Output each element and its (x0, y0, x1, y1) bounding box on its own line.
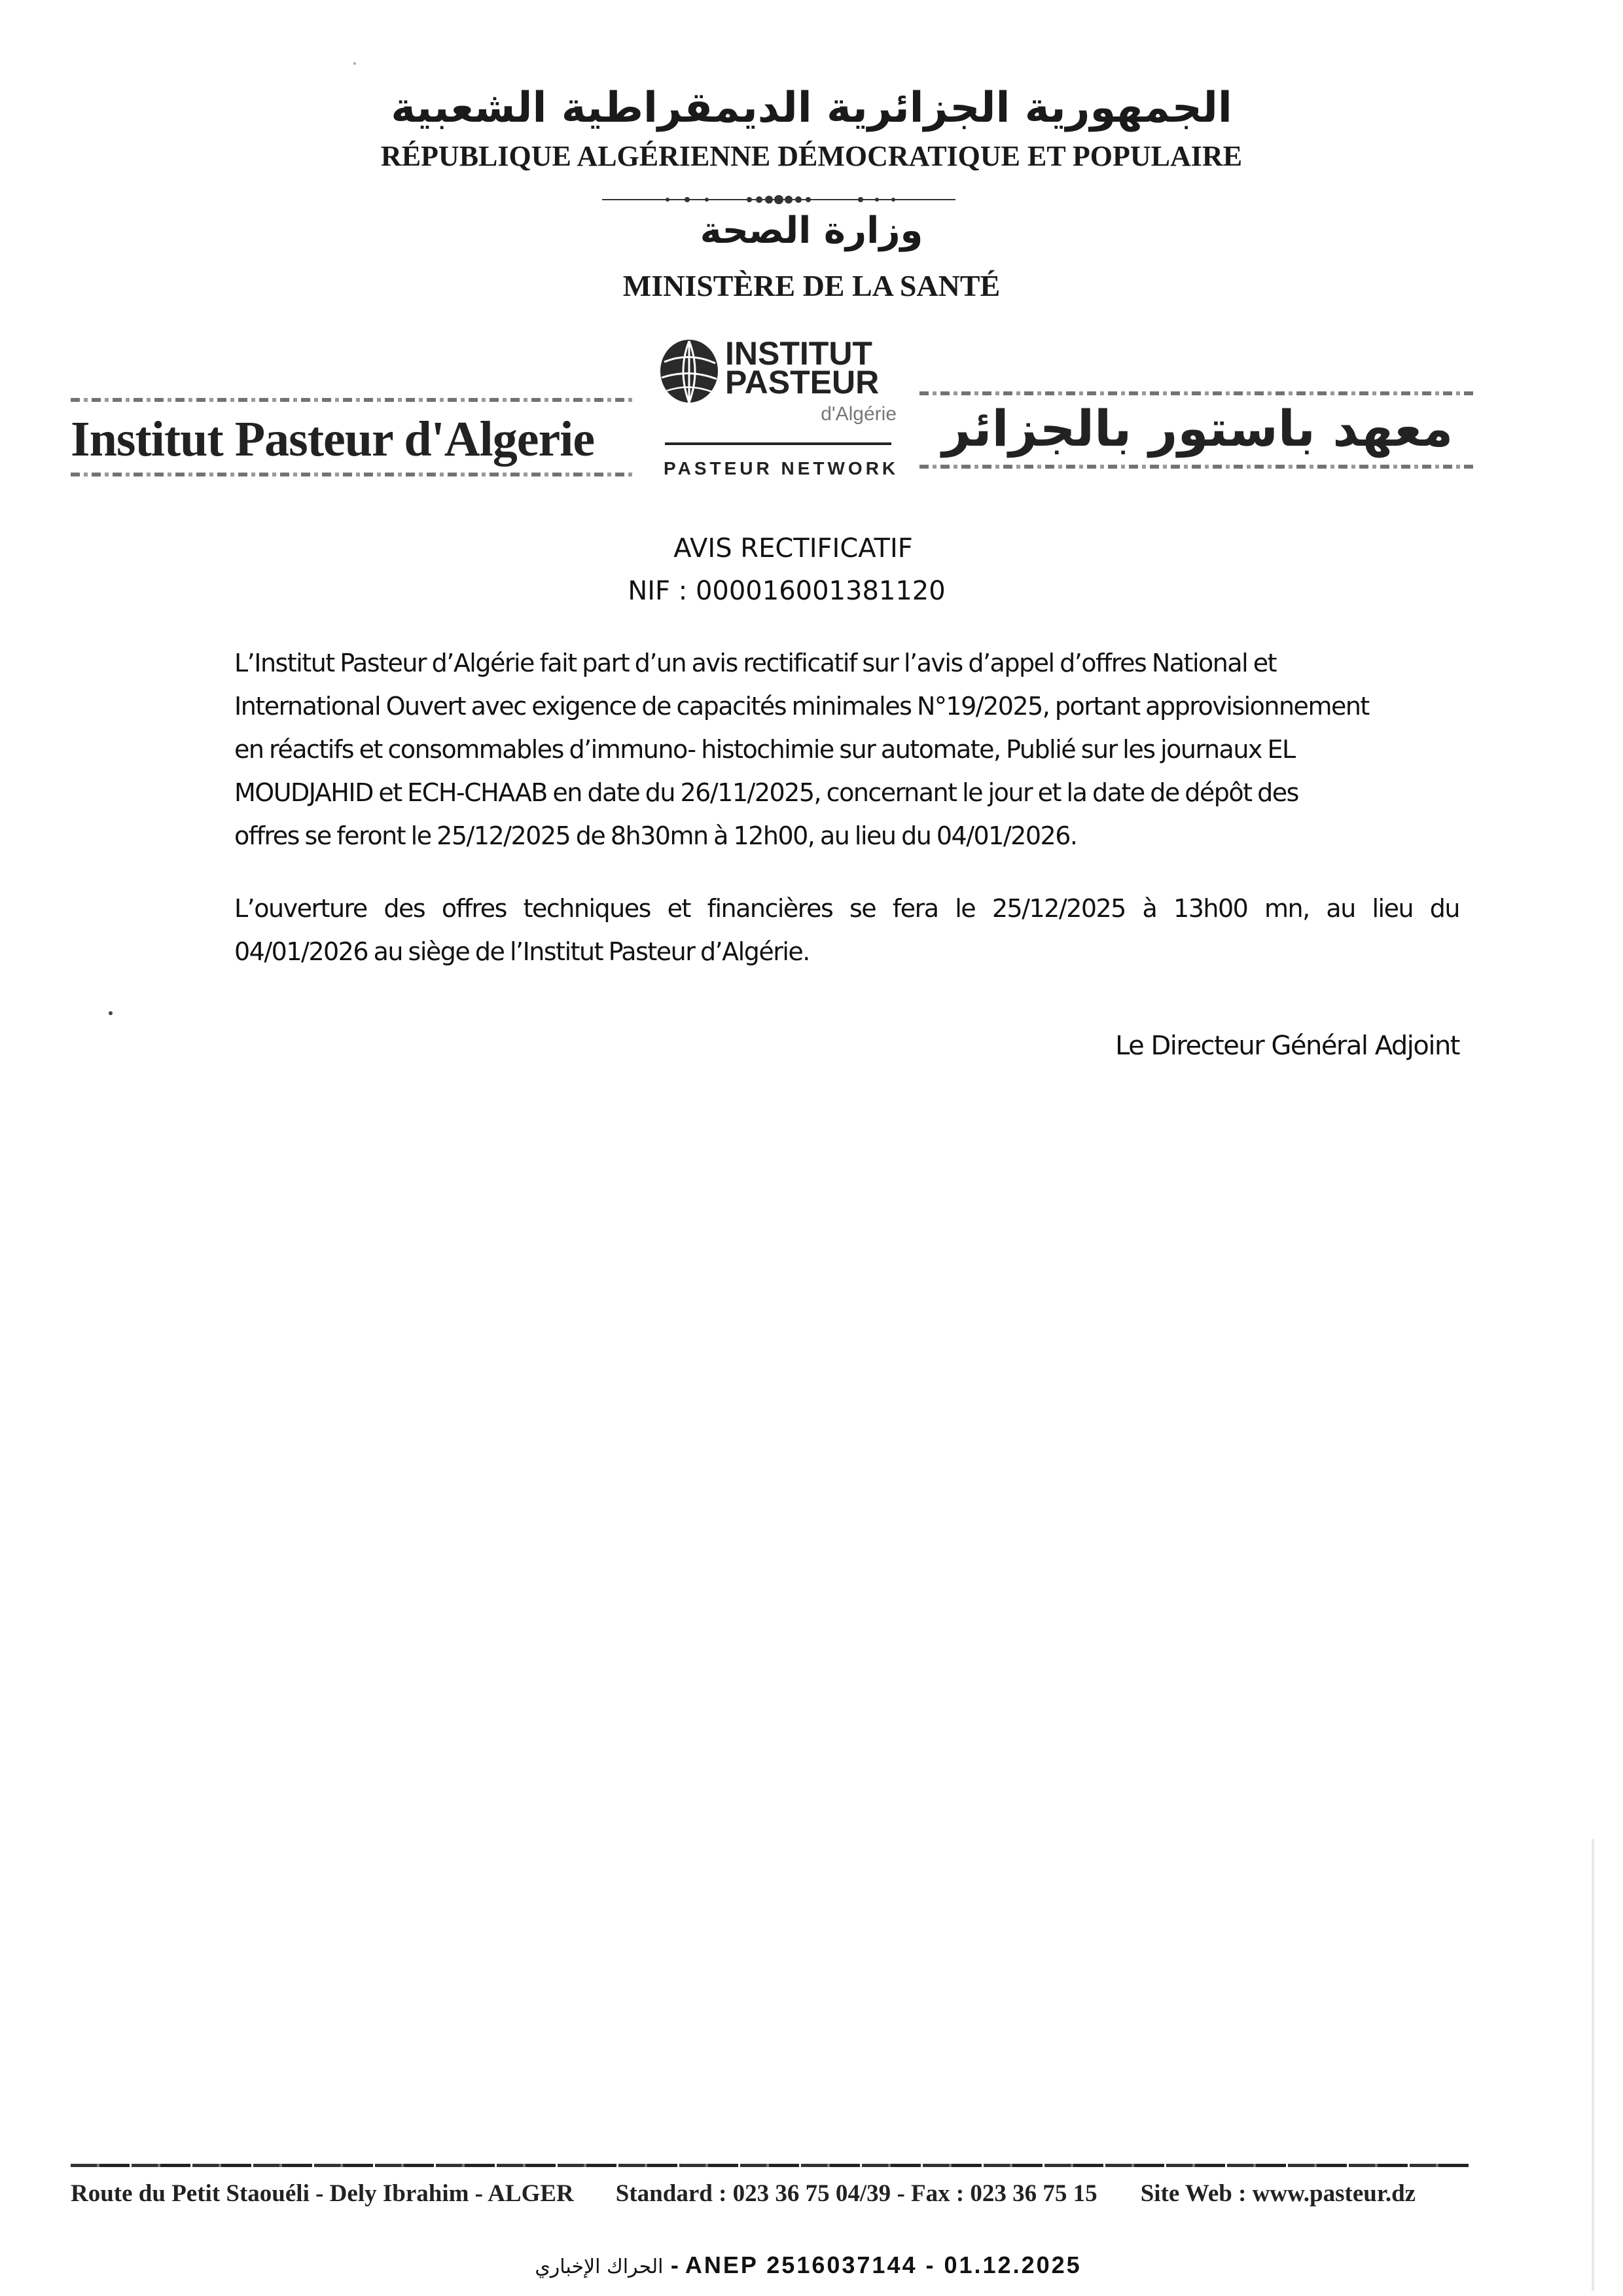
paragraph-line: en réactifs et consommables d’immuno- histochimie sur automate, Publié sur les journaux EL (234, 735, 1295, 764)
band-rule-bottom-left (71, 473, 633, 476)
notice-title: AVIS RECTIFICATIF (673, 533, 913, 564)
paragraph-line: offres se feront le 25/12/2025 de 8h30mn à 12h00, au lieu du 04/01/2026. (234, 821, 1077, 850)
logo-line-pasteur: PASTEUR (725, 364, 880, 401)
notice-paragraph-1 (234, 641, 1459, 857)
signature-title: Le Directeur Général Adjoint (1115, 1031, 1459, 1061)
paragraph-line: MOUDJAHID et ECH-CHAAB en date du 26/11/2025, concernant le jour et la date de dépôt des (234, 778, 1298, 807)
publication-newspaper-arabic: الحراك الإخباري (535, 2255, 664, 2278)
paragraph-line: International Ouvert avec exigence de capacités minimales N°19/2025, portant approvisionnement (234, 692, 1369, 721)
logo-rule (665, 442, 891, 445)
footer-standard-phone: Standard : 023 36 75 04/39 (615, 2180, 891, 2207)
logo-subtitle: d'Algérie (821, 403, 897, 425)
scan-edge-artifact (1592, 1839, 1594, 2291)
scan-speck (353, 62, 356, 65)
paragraph-line: L’ouverture des offres techniques et financières se fera le 25/12/2025 à 13h00 mn, au lieu du (234, 894, 1459, 923)
footer-contact (71, 2179, 1510, 2208)
footer-rule (71, 2164, 1470, 2167)
logo-wordmark (725, 335, 880, 401)
scan-speck (109, 1011, 113, 1015)
republic-title-arabic: الجمهورية الجزائرية الديمقراطية الشعبية (391, 84, 1232, 132)
ministry-title-arabic: وزارة الصحة (700, 209, 923, 252)
globe-icon (658, 337, 721, 405)
band-rule-bottom-right (919, 465, 1476, 469)
paragraph-line: L’Institut Pasteur d’Algérie fait part d’un avis rectificatif sur l’avis d’appel d’offres National et (234, 649, 1277, 677)
logo-network-label: PASTEUR NETWORK (664, 458, 899, 478)
band-rule-top-left (71, 398, 633, 402)
notice-nif: NIF : 000016001381120 (628, 576, 946, 606)
logo-line-institut: INSTITUT (725, 335, 872, 372)
publication-anep-code: - ANEP 2516037144 - 01.12.2025 (670, 2251, 1082, 2278)
footer-website: Site Web : www.pasteur.dz (1140, 2180, 1416, 2207)
notice-paragraph-2 (234, 887, 1459, 973)
paragraph-line: 04/01/2026 au siège de l’Institut Pasteur d’Algérie. (234, 937, 810, 966)
institute-name-french: Institut Pasteur d'Algerie (71, 412, 595, 467)
ministry-title-french: MINISTÈRE DE LA SANTÉ (622, 269, 1001, 302)
footer-fax: - Fax : 023 36 75 15 (891, 2180, 1097, 2207)
publication-reference (0, 2251, 1620, 2279)
ornament-divider (602, 195, 955, 204)
band-rule-top-right (919, 391, 1476, 395)
republic-title-french: RÉPUBLIQUE ALGÉRIENNE DÉMOCRATIQUE ET POPULAIRE (380, 140, 1243, 172)
institute-name-arabic: معهد باستور بالجزائر (942, 399, 1454, 457)
footer-address: Route du Petit Staouéli - Dely Ibrahim - ALGER (71, 2180, 574, 2207)
